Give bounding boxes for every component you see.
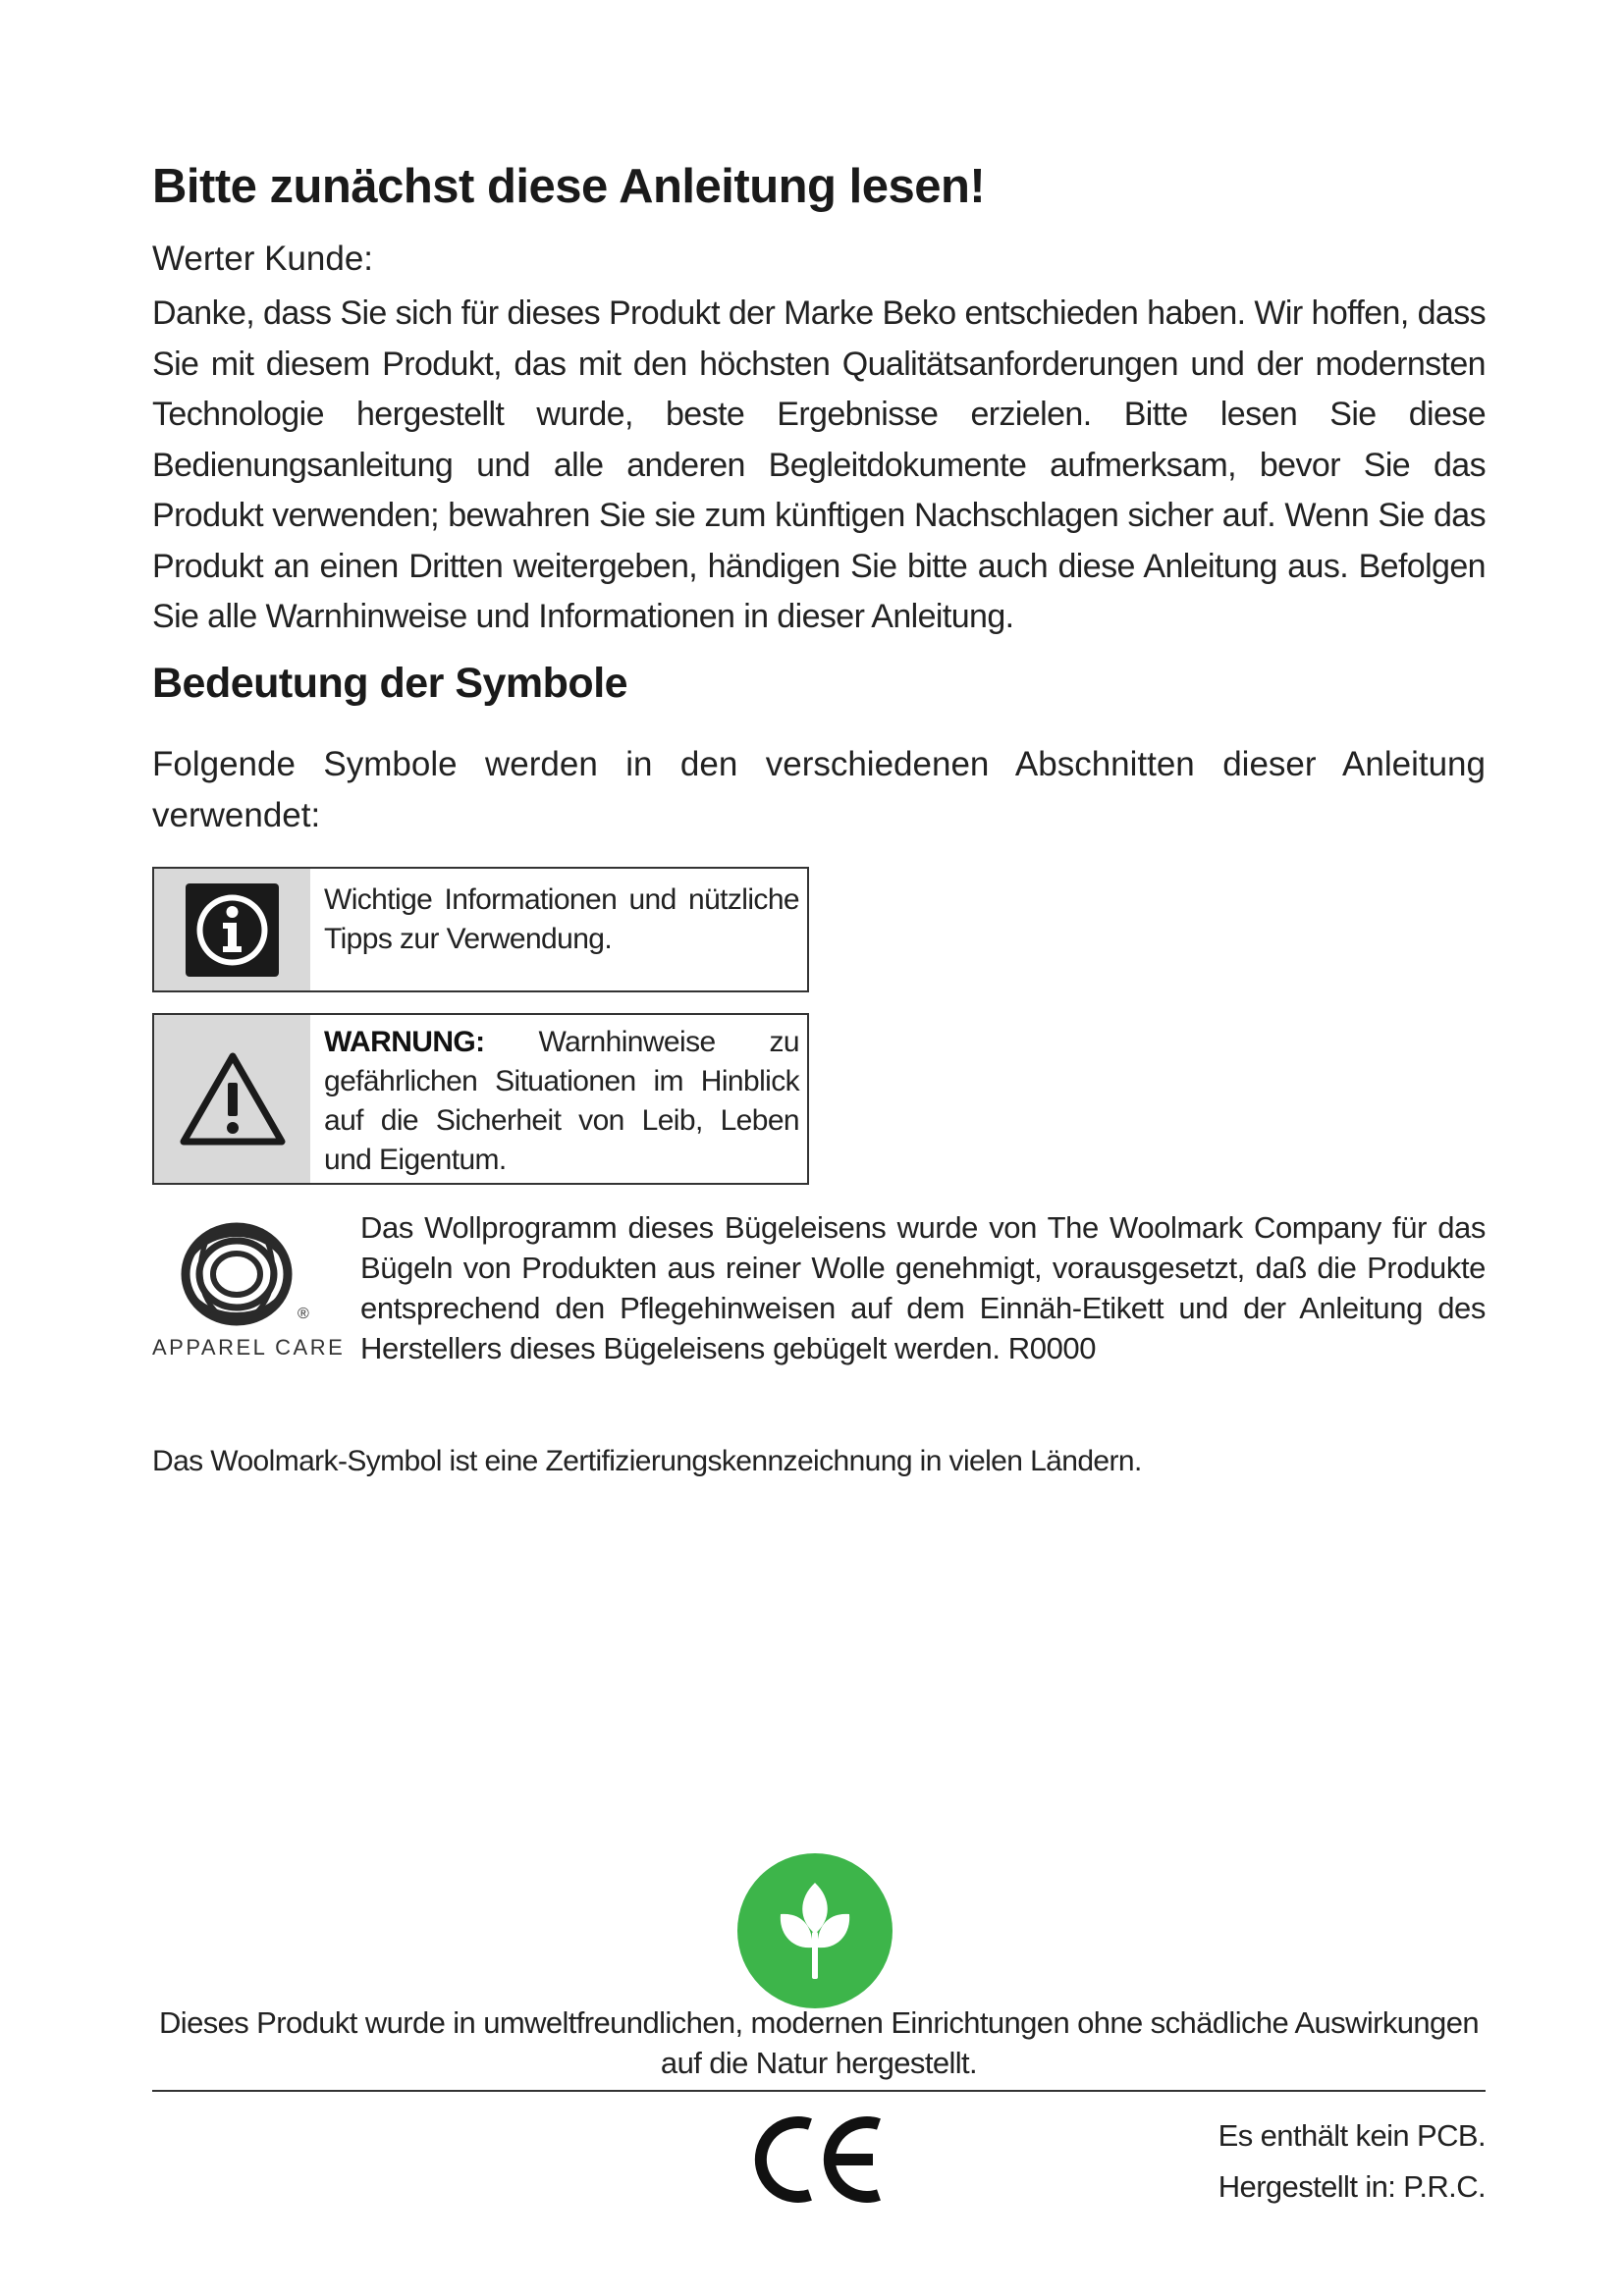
info-box-text: Wichtige Informationen und nützliche Tipps zur Verwendung. xyxy=(324,883,799,955)
warning-box-text xyxy=(310,1015,807,1183)
info-symbol-box xyxy=(152,867,809,992)
greeting: Werter Kunde: xyxy=(152,240,374,278)
symbols-heading: Bedeutung der Symbole xyxy=(152,660,628,707)
warning-icon-cell xyxy=(154,1015,310,1183)
footer-divider xyxy=(152,2090,1486,2092)
registered-mark: ® xyxy=(298,1306,309,1322)
info-icon-cell xyxy=(154,869,310,990)
intro-paragraph: Danke, dass Sie sich für dieses Produkt der Marke Beko entschieden haben. Wir hoffen, dass Sie mit diesem Produkt, das mit den höchsten Qualitätsanforderungen und der modernsten Technologie hergestellt wurde, beste Ergebnisse erzielen. Bitte lesen Sie diese Bedienungsanleitung und alle anderen Begleitdokumente aufmerksam, bevor Sie das Produkt verwenden; bewahren Sie sie zum künftigen Nachschlagen sicher auf. Wenn Sie das Produkt an einen Dritten weitergeben, händigen Sie bitte auch diese Anleitung aus. Befolgen Sie alle Warnhinweise und Informationen in dieser Anleitung. xyxy=(152,294,1486,635)
info-icon xyxy=(186,883,279,977)
eco-text: Dieses Produkt wurde in umweltfreundlichen, modernen Einrichtungen ohne schädliche Auswirkungen auf die Natur hergestellt. xyxy=(159,2005,1479,2080)
made-in: Hergestellt in: P.R.C. xyxy=(1218,2169,1486,2204)
eco-leaf-icon xyxy=(737,1853,893,2008)
page-title: Bitte zunächst diese Anleitung lesen! xyxy=(152,160,986,213)
symbols-intro: Folgende Symbole werden in den verschiedenen Abschnitten dieser Anleitung verwendet: xyxy=(152,745,1486,834)
warning-label: WARNUNG: xyxy=(324,1026,485,1058)
ce-mark-icon xyxy=(751,2112,887,2207)
woolmark-caption: APPAREL CARE xyxy=(152,1335,346,1360)
woolmark-text: Das Wollprogramm dieses Bügeleisens wurde von The Woolmark Company für das Bügeln von Produkten aus reiner Wolle genehmigt, vorausgesetzt, daß die Produkte entsprechend den Pflegehinweisen auf dem Einnäh-Etikett und der Anleitung des Herstellers dieses Bügeleisens gebügelt werden. R0000 xyxy=(360,1210,1486,1365)
warning-symbol-box xyxy=(152,1013,809,1185)
pcb-note: Es enthält kein PCB. xyxy=(1218,2118,1486,2153)
woolmark-note: Das Woolmark-Symbol ist eine Zertifizierungskennzeichnung in vielen Ländern. xyxy=(152,1445,1142,1477)
warning-text: Warnhinweise zu gefährlichen Situationen im Hinblick auf die Sicherheit von Leib, Leben und Eigentum. xyxy=(324,1026,799,1176)
footer-info xyxy=(1218,2110,1486,2213)
warning-triangle-icon xyxy=(179,1051,287,1148)
